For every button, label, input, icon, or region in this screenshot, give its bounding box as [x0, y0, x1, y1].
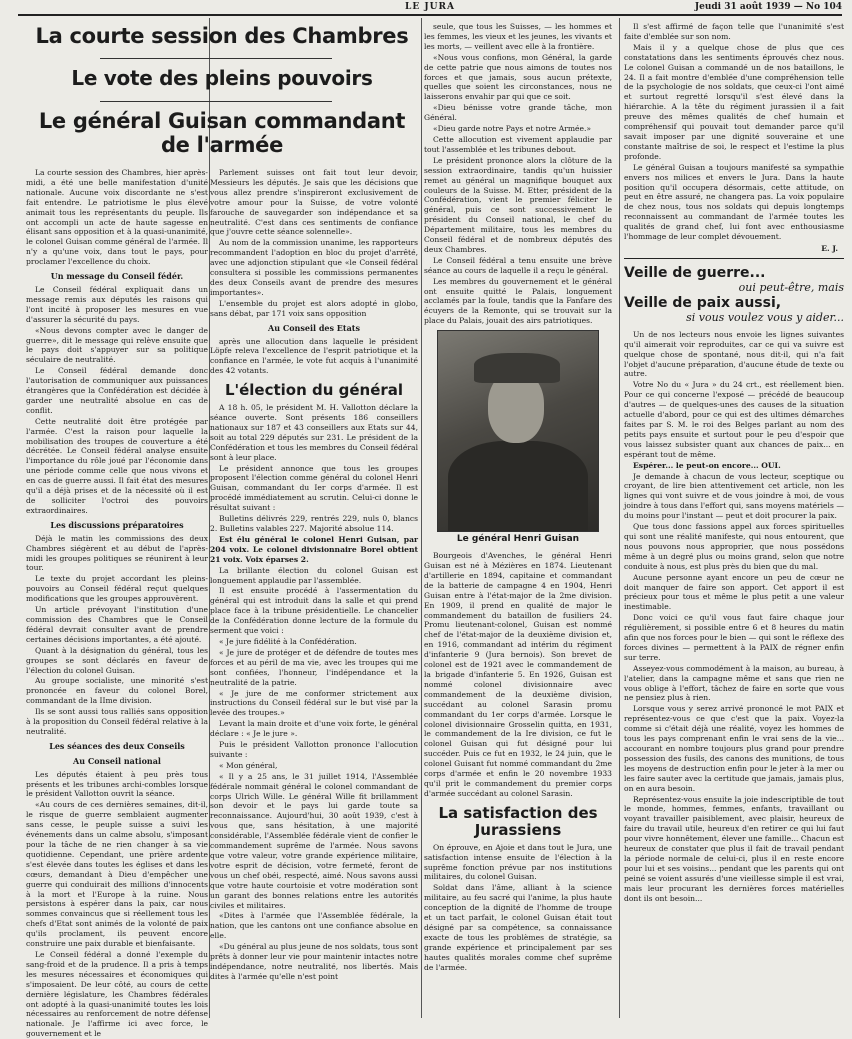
headline-election: L'élection du général: [224, 381, 404, 400]
column-3: [424, 22, 612, 1016]
paragraph: Le Conseil fédéral demande donc l'autorisation de communiquer aux puissances étrangères que la Confédération est décidée à garder une neutralité absolue en cas de conflit.: [26, 366, 208, 415]
paragraph: Mais il y a quelque chose de plus que ces constatations dans les sentiments éprouvés chez nous. Le colonel Guisan a commandé un de nos bataillons, le 24. Il a fait montre d'emblée d'une compréhension telle de la psychologie de nos soldats, que ceux-ci l'ont aimé et surtout regretté lorsqu'il s'est élevé dans la hiérarchie. A la tête du régiment jurassien il a fait preuve des mêmes qualités de chef humain et compréhensif qui pouvait tout demander parce qu'il savait imposer par une dignité souveraine et une constante maîtrise de soi, le respect et l'estime la plus profonde.: [624, 42, 844, 161]
paragraph: Soldat dans l'âme, alliant à la science militaire, au feu sacré qui l'anime, la plus haute conception de la dignité de l'homme de troupe et un tact parfait, le colonel Guisan était tout désigné par sa compétence, sa connaissance exacte de tous les problèmes de stratégie, sa grande expérience et principalement par ses hautes qualités morales comme chef suprême de l'armée.: [424, 883, 612, 972]
paragraph: Un de nos lecteurs nous envoie les lignes suivantes qu'il aimerait voir reproduites, car ce qui va suivre est quelque chose de spontané, nous dit-il, qui n'a fait l'objet d'aucune préparation, d'aucune étude de texte ou autre.: [624, 329, 844, 379]
column-4: [624, 22, 844, 1016]
paragraph: Le président prononce alors la clôture de la session extraordinaire, tandis qu'un huissier remet au général un magnifique bouquet aux couleurs de la Suisse. M. Etter, président de la Confédération, vient le premier féliciter le général, puis ce sont successivement le président du Conseil national, le chef du Département militaire, tous les membres du Conseil fédéral et de nombreux députés des deux Chambres.: [424, 155, 612, 254]
subheading: Au Conseil des Etats: [268, 322, 360, 333]
column-rule-3: [619, 18, 620, 1018]
portrait-cap-shape: [474, 353, 560, 383]
paragraph: Puis le président Vallotton prononce l'allocution suivante :: [210, 740, 418, 759]
headline-veille-guerre: Veille de guerre...: [624, 264, 766, 281]
paragraph: Est élu général le colonel Henri Guisan, par 204 voix. Le colonel divisionnaire Borel obtient 21 voix. Voix éparses 2.: [210, 534, 418, 564]
headline-pleins-pouvoirs: Le vote des pleins pouvoirs: [71, 66, 373, 90]
paragraph: « Mon général,: [219, 760, 278, 770]
paragraph: Il s'est affirmé de façon telle que l'unanimité s'est faite d'emblée sur son nom.: [624, 22, 844, 41]
paragraph: Il est ensuite procédé à l'assermentation du général qui est introduit dans la salle et qui prend place face à la tribune présidentielle. Le chancelier de la Confédération donne lecture de la formule du serment que voici :: [210, 586, 418, 636]
headline-rule: [100, 58, 332, 59]
paragraph: Cette neutralité doit être protégée par l'armée. C'est la raison pour laquelle la mobilisation des troupes de couverture a été décrétée. Le Conseil fédéral analyse ensuite l'importance du rôle joué par l'économie dans une période comme celle que nous vivons et en cas de guerre aussi. Il fait état des mesures qu'il a déjà prises et de la nécessité où il est de solliciter l'octroi des pouvoirs extraordinaires.: [26, 416, 208, 515]
paragraph: Parlement suisses ont fait tout leur devoir, Messieurs les députés. Je sais que les décisions que vous allez prendre s'inspireront exclusivement de votre amour pour la Suisse, de votre volonté farouche de sauvegarder son indépendance et sa neutralité. C'est dans ces sentiments de confiance que j'ouvre cette séance solennelle».: [210, 168, 418, 237]
paragraph: Représentez-vous ensuite la joie indescriptible de tout le monde, hommes, femmes, enfants, travaillant ou voyant travailler paisiblement, avec plaisir, heureux de faire du travail utile, heureux d'en retirer ce qui lui faut pour vivre honnêtement, élever une famille... Chacun est heureux de constater que plus il fait de travail pendant la période normale de celui-ci, plus il en reste encore pour lui et ses voisins... pendant que les parents qui ont peiné se voient assurés d'une vieillesse simple il est vrai, mais leur procurant les dernières forces matérielles dont ils ont besoin...: [624, 794, 844, 903]
paragraph: «Dites à l'armée que l'Assemblée fédérale, la nation, que les cantons ont une confiance absolue en elle.: [210, 911, 418, 941]
author-signature: E. J.: [821, 243, 838, 253]
paragraph: Les membres du gouvernement et le général ont ensuite quitté le Palais, longuement acclamés par la foule, tandis que la Fanfare des écuyers de la Remonte, qui se trouvait sur la place du Palais, jouait des airs patriotiques.: [424, 276, 612, 326]
paragraph: Donc voici ce qu'il vous faut faire chaque jour régulièrement, si possible entre 6 et 8 heures du matin afin que nos forces pour le bien — qui sont le réflexe des forces divines — permettent à la PAIX de régner enfin sur terre.: [624, 613, 844, 662]
paragraph: Au nom de la commission unanime, les rapporteurs recommandent l'adoption en bloc du projet d'arrêté, avec une adjonction stipulant que «le Conseil fédéral consultera si possible les commissions permanentes des deux Conseils avant de prendre des mesures importantes».: [210, 238, 418, 297]
paragraph: Bulletins délivrés 229, rentrés 229, nuls 0, blancs 2. Bulletins valables 227. Majorité absolue 114.: [210, 514, 418, 533]
column-1: [26, 168, 208, 1039]
paragraph: Le général Guisan a toujours manifesté sa sympathie envers nos milices et envers le Jura. Dans la haute position qu'il occupera désormais, cette attitude, on peut en être assuré, ne changera pas. La voix populaire de chez nous, tous nos soldats qui depuis longtemps reconnaissent au commandant de l'armée toutes les qualités de grand chef, lui font avec enthousiasme l'hommage de leur complet dévouement.: [624, 162, 844, 242]
subheading: Un message du Conseil fédér.: [50, 271, 184, 282]
subheading: Les discussions préparatoires: [50, 519, 184, 530]
paragraph: Le président annonce que tous les groupes proposent l'élection comme général du colonel Henri Guisan, commandant du Ier corps d'armée. Il est procédé immédiatement au scrutin. Celui-ci donne le résultat suivant :: [210, 463, 418, 513]
paragraph: Asseyez-vous commodément à la maison, au bureau, à l'atelier, dans la campagne même et sans que rien ne vous oblige à l'effort, tâchez de faire en sorte que vous ne pensiez plus à rien.: [624, 663, 844, 703]
paragraph: Le Conseil fédéral a donné l'exemple du sang-froid et de la prudence. Il a pris à temps les mesures nécessaires et économiques qui s'imposaient. De leur côté, au cours de cette dernière législature, les Chambres fédérales ont adopté à la quasi-unanimité toutes les lois nécessaires au renforcement de notre défense nationale. Je l'affirme ici avec force, le gouvernement et le: [26, 949, 208, 1039]
subheading: Les séances des deux Conseils: [49, 740, 185, 751]
paragraph: seule, que tous les Suisses, — les hommes et les femmes, les vieux et les jeunes, les vivants et les morts, — veillent avec elle à la frontière.: [424, 22, 612, 51]
paragraph: On éprouve, en Ajoie et dans tout le Jura, une satisfaction intense ensuite de l'élection à la suprême fonction prévue par nos institutions militaires, du colonel Guisan.: [424, 842, 612, 882]
column-2: [210, 168, 418, 1016]
paragraph: «Dieu bénisse votre grande tâche, mon Général.: [424, 103, 612, 123]
paragraph: «Nous vous confions, mon Général, la garde de cette patrie que nous aimons de toutes nos forces et que jamais, sous aucun prétexte, quelles que soient les circonstances, nous ne laisserons envahir par qui que ce soit.: [424, 52, 612, 102]
paragraph: Bourgeois d'Avenches, le général Henri Guisan est né à Mézières en 1874. Lieutenant d'artillerie en 1894, capitaine et commandant de la batterie de campagne 4 en 1904, Henri Guisan entre à l'état-major de la 2me division. En 1909, il prend en qualité de major le commandement du bataillon de fusiliers 24. Promu lieutenant-colonel, Guisan est nommé chef de l'état-major de la deuxième division et, en 1916, commandant ad intérim du régiment d'infanterie 9 (Jura bernois). Son brevet de colonel est de 1921 avec le commandement de la brigade d'infanterie 5. En 1926, Guisan est nommé colonel divisionnaire avec commandement de la deuxième division, succédant au colonel Sarasin promu commandant du 1er corps d'armée. Lorsque le colonel divisionnaire Grosselin quitta, en 1931, le commandement de la Ire division, ce fut le colonel Guisan qui fut désigné pour lui succéder. Puis ce fut en 1932, le 24 juin, que le colonel Guisant fut nommé commandant du 2me corps d'armée et enfin le 20 novembre 1933 qu'il prit le commandement du premier corps d'armée succédant au colonel Sarasin.: [424, 551, 612, 798]
paragraph: Déjà le matin les commissions des deux Chambres siégèrent et au début de l'après-midi les groupes politiques se réunirent à leur tour.: [26, 533, 208, 573]
paragraph: Levant la main droite et d'une voix forte, le général déclare : « Je le jure ».: [210, 719, 418, 739]
headline-rule: [100, 101, 332, 102]
paragraph: «Dieu garde notre Pays et notre Armée.»: [433, 124, 592, 134]
paragraph: «Au cours de ces dernières semaines, dit-il, le risque de guerre semblaient augmenter sans cesse, le peuple suisse a suivi les événements dans un calme absolu, s'imposant pour la tâche de ne rien changer à sa vie quotidienne. Cependant, une prière ardente s'est élevée dans toutes les églises et dans les cœurs, demandant à Dieu d'empêcher une guerre qui conduirait des millions d'innocents à la mort et l'Europe à la ruine. Nous persistons à espérer dans la paix, car nous sommes convaincus que si réellement tous les chefs d'Etat sont animés de la volonté de paix qu'ils proclament, ils peuvent encore construire une paix durable et bienfaisante.: [26, 800, 208, 949]
paragraph: La courte session des Chambres, hier après-midi, a été une belle manifestation d'unité nationale. Aucune voix discordante ne s'est fait entendre. Le patriotisme le plus élevé animait tous les représentants du peuple. Ils ont accompli un acte de haute sagesse en élisant sans opposition et à la quasi-unanimité, le colonel Guisan comme général de l'armée. Il n'y a qu'une voix, dans tout le pays, pour proclamer l'excellence du choix.: [26, 168, 208, 267]
paragraph: L'ensemble du projet est alors adopté in globo, sans débat, par 171 voix sans opposition: [210, 298, 418, 318]
paragraph: Lorsque vous y serez arrivé prononcé le mot PAIX et représentez-vous ce que c'est que la paix. Voyez-la comme si c'était déjà une réalité, voyez les hommes de tous les pays comprenant enfin le vrai sens de la vie... accourant en nombre toujours plus grand pour prendre possession des fusils, des canons des munitions, de tous les moyens de destruction enfin pour le jeter à la mer ou les faire sauter avec la certitude que jamais, jamais plus, on en aura besoin.: [624, 704, 844, 793]
paragraph: Cette allocution est vivement applaudie par tout l'assemblée et les tribunes debout.: [424, 134, 612, 154]
paragraph: « Je jure de me conformer strictement aux instructions du Conseil fédéral sur le but visé par la levée des troupes.»: [210, 688, 418, 718]
general-guisan-portrait: [437, 330, 599, 532]
portrait-coat-shape: [448, 441, 588, 531]
photo-caption: Le général Henri Guisan: [456, 534, 580, 545]
paragraph: A 18 h. 05, le président M. H. Vallotton déclare la séance ouverte. Sont présents 186 conseillers nationaux sur 187 et 43 conseillers aux Etats sur 44, soit au total 229 députés sur 231. Le président de la Confédération et tous les membres du Conseil fédéral sont à leur place.: [210, 403, 419, 462]
paragraph: Je demande à chacun de vous lecteur, sceptique ou croyant, de lire bien attentivement cet article, non les lignes qui vont suivre et de vous joindre à moi, de vous joindre à tous dans l'effort qui, sans moyens matériels — du moins pour l'instant — peut et doit procurer la paix.: [624, 471, 844, 521]
paragraph: Le Conseil fédéral a tenu ensuite une brève séance au cours de laquelle il a reçu le général.: [424, 255, 612, 275]
subheading: Au Conseil national: [73, 755, 161, 766]
paragraph: Un article prévoyant l'institution d'une commission des Chambres que le Conseil fédéral devrait consulter avant de prendre certaines décisions importantes, a été ajouté.: [26, 605, 208, 644]
newspaper-name: LE JURA: [405, 2, 455, 12]
section-divider: [624, 258, 844, 259]
column-rule-2: [421, 18, 422, 1018]
paragraph: Espérer... le peut-on encore... OUI.: [633, 460, 781, 470]
paragraph: «Du général au plus jeune de nos soldats, tous sont prêts à donner leur vie pour maintenir intactes notre indépendance, notre neutralité, nos libertés. Mais dites à l'armée qu'elle n'est point: [210, 942, 418, 981]
paragraph: Aucune personne ayant encore un peu de cœur ne doit manquer de faire son apport. Cet apport il est précieux pour tous et même le plus petit a une valeur inestimable.: [624, 572, 844, 612]
paragraph: après une allocution dans laquelle le président Löpfe releva l'excellence de l'esprit patriotique et la confiance en l'armée, le vote fut acquis à l'unanimité des 42 votants.: [210, 336, 418, 376]
paragraph: « Je jure de protéger et de défendre de toutes mes forces et au péril de ma vie, avec les troupes qui me sont confiées, l'honneur, l'indépendance et la neutralité de la patrie.: [210, 647, 418, 687]
paragraph: Quant à la désignation du général, tous les groupes se sont déclarés en faveur de l'élection du colonel Guisan.: [26, 645, 208, 675]
paragraph: « Je jure fidélité à la Confédération.: [219, 636, 357, 646]
paragraph: Au groupe socialiste, une minorité s'est prononcée en faveur du colonel Borel, commandant de la IIme division.: [26, 676, 208, 706]
headline-veille-paix: Veille de paix aussi,: [624, 294, 782, 311]
paragraph: Que tous donc fassions appel aux forces spirituelles qui sont une réalité manifeste, qui nous entourent, que nous pouvons nous approprier, que nous possédons même à un degré plus ou moins grand, selon que notre conduite à nous, est plus près du bien que du mal.: [624, 522, 844, 571]
headline-general-guisan: Le général Guisan commandant de l'armée: [38, 109, 406, 157]
paragraph: « Il y a 25 ans, le 31 juillet 1914, l'Assemblée fédérale nommait général le colonel commandant de corps Ulrich Wille. Le général Wille fit brillamment son devoir et le pays lui garde toute sa reconnaissance. Aujourd'hui, 30 août 1939, c'est à vous que, sans hésitation, à une majorité considérable, l'Assemblée fédérale vient de confier le commandement suprême de l'armée. Nous savons que votre valeur, votre grande expérience militaire, votre esprit de décision, votre fermeté, feront de vous un chef obéi, respecté, aimé. Nous savons aussi que votre haute courtoisie et votre modération sont un garant des bonnes relations entre les autorités civiles et militaires.: [210, 771, 418, 910]
paragraph: Votre No du « Jura » du 24 crt., est réellement bien. Pour ce qui concerne l'exposé — précédé de beaucoup d'autres — de quelques-unes des causes de la situation actuelle d'abord, pour ce qui est des ultimes démarches faites par S. M. le roi des Belges parlant au nom des petits pays ensuite et surtout pour le peu d'espoir que vous laissez subsister quant aux chances de paix... en espérant tout de même.: [624, 380, 844, 459]
paragraph: Le texte du projet accordant les pleins-pouvoirs au Conseil fédéral reçut quelques modifications que les groupes approuvèrent.: [26, 574, 208, 604]
paragraph: Les députés étaient à peu près tous présents et les tribunes archi-combles lorsque le président Vallotton ouvrit la séance.: [26, 769, 208, 799]
paragraph: La brillante élection du colonel Guisan est longuement applaudie par l'assemblée.: [210, 565, 418, 585]
headline-veille-paix-sub: si vous voulez vous y aider...: [686, 310, 844, 324]
paragraph: Ils se sont aussi tous ralliés sans opposition à la proposition du Conseil fédéral relative à la neutralité.: [26, 707, 208, 736]
masthead: [18, 0, 842, 16]
paragraph: «Nous devons compter avec le danger de guerre», dit le message qui relève ensuite que le pays doit s'appuyer sur sa politique séculaire de neutralité.: [26, 325, 208, 365]
headline-veille-guerre-sub: oui peut-être, mais: [738, 280, 844, 294]
paragraph: Le Conseil fédéral expliquait dans un message remis aux députés les raisons qui l'ont incité à proposer les mesures en vue d'assurer la sécurité du pays.: [26, 284, 208, 324]
headline-satisfaction: La satisfaction des Jurassiens: [438, 803, 598, 839]
issue-date: Jeudi 31 août 1939 — No 104: [694, 2, 842, 12]
headline-session: La courte session des Chambres: [35, 24, 409, 48]
